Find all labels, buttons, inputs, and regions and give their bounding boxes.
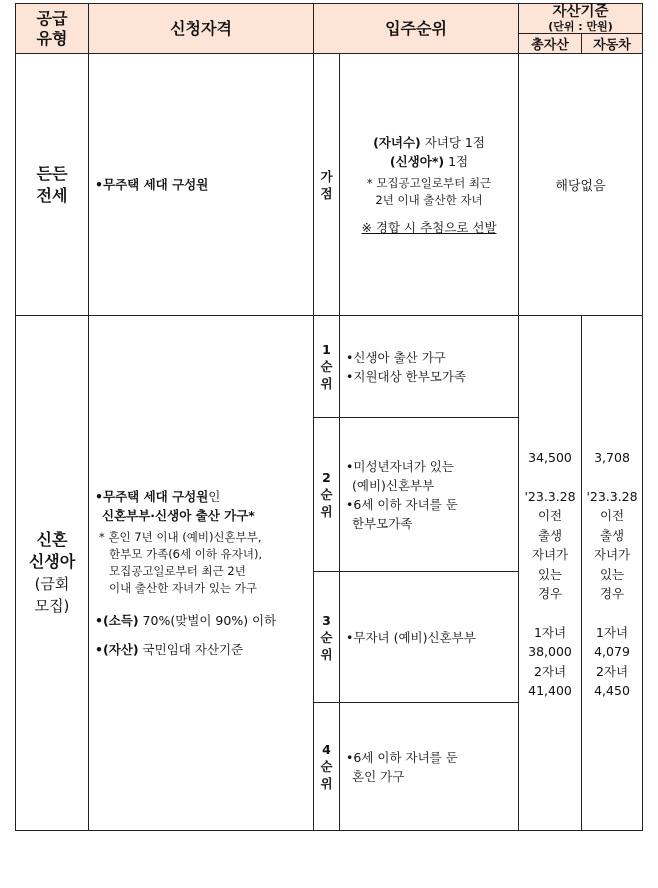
rank-2-line2: (예비)신혼부부 — [352, 477, 435, 493]
rank-1-label-c: 위 — [320, 376, 333, 391]
header-priority: 입주순위 — [314, 4, 519, 54]
rank-2-label-b: 순 — [320, 487, 333, 502]
header-supply-type — [16, 4, 89, 54]
eligibility-asset — [95, 640, 307, 659]
points-tie-text: ※ 경합 시 추첨으로 선발 — [361, 219, 497, 235]
eligibility-note — [95, 529, 307, 597]
rank-4-line2: 혼인 가구 — [352, 768, 405, 784]
eligibility-line2-bold: 신혼부부·신생아 출산 가구* — [102, 508, 255, 523]
rank-3-label — [314, 572, 340, 703]
rank-label-line1: 가 — [320, 168, 333, 184]
rank-points-label — [314, 54, 340, 316]
points-note-line2: 2년 이내 출산한 자녀 — [375, 192, 483, 207]
rank-2-line3: •6세 이하 자녀를 둔 — [346, 496, 458, 512]
car-gap1 — [582, 468, 642, 487]
total-assets-line12: 2자녀 — [533, 663, 567, 679]
eligibility-text: •무주택 세대 구성원 — [95, 177, 209, 192]
car-criteria — [582, 316, 643, 831]
points-content — [340, 54, 519, 316]
housing-supply-table — [15, 3, 643, 831]
car-line11: 4,079 — [594, 644, 630, 659]
header-asset-title: 자산기준 — [552, 4, 609, 20]
type-line2: 전세 — [36, 185, 68, 205]
eligibility-row2 — [89, 316, 314, 831]
asset-not-applicable: 해당없음 — [519, 54, 643, 316]
rank-4-content — [340, 703, 519, 831]
header-asset-unit: (단위 : 만원) — [548, 20, 613, 33]
car-gap2 — [582, 604, 642, 623]
type-line1: 든든 — [36, 163, 68, 183]
rank-4-label-b: 순 — [320, 759, 333, 774]
type-sub-line1: (금회 — [34, 575, 70, 593]
total-assets-line6: 자녀가 — [531, 547, 569, 562]
points-line-newborn — [340, 152, 518, 171]
total-assets-line1: 34,500 — [528, 450, 572, 465]
car-line6: 자녀가 — [593, 547, 631, 562]
rank-4-line1: •6세 이하 자녀를 둔 — [346, 749, 458, 765]
eligibility-income-rest: 70%(맞벌이 90%) 이하 — [138, 613, 277, 628]
rank-4-label — [314, 703, 340, 831]
rank-2-label-a: 2 — [322, 470, 331, 485]
eligibility-note-line2: 한부모 가족(6세 이하 유자녀), — [109, 547, 263, 561]
rank-label-line2: 점 — [320, 185, 333, 201]
rank-2-line4: 한부모가족 — [352, 515, 413, 531]
points-note-line1: * 모집공고일로부터 최근 — [366, 175, 492, 190]
header-total-assets: 총자산 — [519, 34, 582, 54]
rank-1-label-b: 순 — [320, 359, 333, 374]
car-line13: 4,450 — [594, 683, 630, 698]
total-assets-line7: 있는 — [537, 566, 563, 582]
points-line-children — [340, 133, 518, 152]
eligibility-income-bold: •(소득) — [95, 613, 139, 628]
car-line10: 1자녀 — [595, 624, 629, 640]
rank-4-label-a: 4 — [322, 742, 331, 757]
rank-1-label — [314, 316, 340, 418]
points-note — [340, 175, 518, 209]
rank-2-line1: •미성년자녀가 있는 — [346, 458, 454, 474]
total-assets-line3: '23.3.28 — [524, 488, 576, 504]
car-line8: 경우 — [599, 586, 625, 601]
total-assets-criteria — [519, 316, 582, 831]
rank-1-line1: •신생아 출산 가구 — [346, 349, 446, 365]
type-newlywed-newborn — [16, 316, 89, 831]
rank-3-label-b: 순 — [320, 629, 333, 645]
rank-1-label-a: 1 — [322, 342, 331, 357]
rank-3-label-a: 3 — [322, 612, 331, 628]
header-car: 자동차 — [582, 34, 643, 54]
type-sub-line2: 모집) — [34, 597, 70, 615]
points-newborn-rest: 1점 — [444, 153, 469, 169]
rank-3-content — [340, 572, 519, 703]
total-assets-line10: 1자녀 — [533, 624, 567, 640]
points-tie-rule — [340, 218, 518, 237]
eligibility-note-line3: 모집공고일로부터 최근 2년 — [109, 564, 246, 578]
car-line5: 출생 — [599, 527, 625, 543]
rank-1-line2: •지원대상 한부모가족 — [346, 368, 467, 384]
eligibility-note-line4: 이내 출산한 자녀가 있는 가구 — [109, 581, 257, 595]
rank-4-label-c: 위 — [320, 776, 333, 791]
rank-3-line1: •무자녀 (예비)신혼부부 — [346, 629, 476, 645]
eligibility-note-line1: * 혼인 7년 이내 (예비)신혼부부, — [99, 530, 262, 544]
type-line2: 신생아 — [28, 552, 76, 571]
header-asset-criteria — [519, 4, 643, 34]
eligibility-asset-bold: •(자산) — [95, 642, 139, 657]
type-deundeun-jeonse — [16, 54, 89, 316]
eligibility-row1 — [89, 54, 314, 316]
points-children-rest: 자녀당 1점 — [420, 134, 485, 150]
type-line1: 신혼 — [36, 530, 68, 549]
header-supply-type-line2: 유형 — [36, 28, 68, 48]
points-newborn-bold: (신생아*) — [389, 153, 445, 169]
rank-2-label-c: 위 — [320, 504, 333, 519]
eligibility-line1 — [95, 487, 307, 506]
car-line1: 3,708 — [594, 450, 630, 465]
eligibility-line1-rest: 인 — [208, 489, 221, 504]
total-assets-line8: 경우 — [537, 586, 563, 601]
points-children-bold: (자녀수) — [373, 134, 421, 150]
total-assets-line5: 출생 — [537, 527, 563, 543]
eligibility-line1-bold: •무주택 세대 구성원 — [95, 489, 209, 504]
header-eligibility: 신청자격 — [89, 4, 314, 54]
rank-1-content — [340, 316, 519, 418]
total-assets-line4: 이전 — [537, 508, 563, 523]
eligibility-asset-rest: 국민임대 자산기준 — [138, 642, 244, 657]
total-assets-line13: 41,400 — [528, 683, 572, 698]
total-assets-gap2 — [519, 604, 581, 623]
total-assets-line11: 38,000 — [528, 644, 572, 659]
rank-2-content — [340, 418, 519, 572]
eligibility-line2 — [95, 506, 307, 525]
total-assets-gap1 — [519, 468, 581, 487]
header-supply-type-line1: 공급 — [36, 8, 68, 28]
car-line4: 이전 — [599, 508, 625, 523]
rank-3-label-c: 위 — [320, 646, 333, 662]
rank-2-label — [314, 418, 340, 572]
car-line3: '23.3.28 — [586, 488, 638, 504]
car-line7: 있는 — [599, 566, 625, 582]
eligibility-income — [95, 611, 307, 630]
car-line12: 2자녀 — [595, 663, 629, 679]
